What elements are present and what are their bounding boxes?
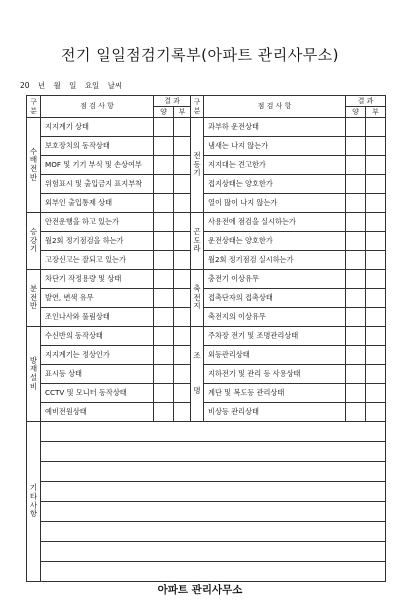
header-result-right: 결 과 (346, 96, 386, 107)
result-pass-cell[interactable] (346, 213, 366, 232)
result-pass-cell[interactable] (346, 327, 366, 346)
check-item-left: 보호장치의 동작상태 (41, 137, 154, 156)
table-row (27, 175, 386, 194)
document-title: 전기 일일점검기록부(아파트 관리사무소) (60, 46, 340, 64)
result-pass-cell[interactable] (346, 118, 366, 137)
table-row (27, 270, 386, 289)
result-pass-cell[interactable] (346, 137, 366, 156)
table-row (27, 156, 386, 175)
table-row (27, 346, 386, 365)
check-item-left: 고장신고는 잘되고 있는가 (41, 251, 154, 270)
misc-note-line[interactable] (41, 442, 386, 462)
table-row (27, 232, 386, 251)
result-fail-cell[interactable] (366, 251, 386, 270)
header-check-items-right: 점 검 사 항 (204, 96, 346, 118)
header-fail-left: 부 (174, 107, 191, 118)
result-pass-cell[interactable] (346, 251, 366, 270)
check-item-left: 차단기 작정용량 및 상태 (41, 270, 154, 289)
result-fail-cell[interactable] (174, 365, 191, 384)
category-left-2: 승 강 기 (27, 213, 41, 270)
check-item-left: 발연, 변색 유무 (41, 289, 154, 308)
check-item-left: 조인나사와 풀림상태 (41, 308, 154, 327)
table-row (27, 308, 386, 327)
check-item-left: 안전운행을 하고 있는가 (41, 213, 154, 232)
check-item-right: 월2회 정기점검 실시하는가 (204, 251, 346, 270)
check-item-right: 외등관리상태 (204, 346, 346, 365)
category-right-4: 조 명 (191, 327, 204, 422)
result-fail-cell[interactable] (366, 270, 386, 289)
result-pass-cell[interactable] (154, 175, 174, 194)
result-fail-cell[interactable] (174, 270, 191, 289)
result-pass-cell[interactable] (154, 403, 174, 422)
misc-row (27, 542, 386, 562)
result-fail-cell[interactable] (174, 346, 191, 365)
misc-note-line[interactable] (41, 422, 386, 442)
check-item-left: 월2회 정기점검을 하는가 (41, 232, 154, 251)
result-pass-cell[interactable] (346, 232, 366, 251)
table-row (27, 327, 386, 346)
header-category-left: 구 분 (27, 96, 41, 118)
check-item-right: 계단 및 복도등 관리상태 (204, 384, 346, 403)
result-pass-cell[interactable] (346, 365, 366, 384)
result-pass-cell[interactable] (346, 403, 366, 422)
table-row (27, 137, 386, 156)
check-item-right: 접지상태는 양호한가 (204, 175, 346, 194)
check-item-right: 지지대는 견고한가 (204, 156, 346, 175)
table-row (27, 251, 386, 270)
misc-note-line[interactable] (41, 562, 386, 582)
check-item-left: 외부인 출입통제 상태 (41, 194, 154, 213)
result-fail-cell[interactable] (174, 327, 191, 346)
misc-row (27, 422, 386, 442)
result-fail-cell[interactable] (366, 194, 386, 213)
result-fail-cell[interactable] (174, 156, 191, 175)
result-fail-cell[interactable] (174, 175, 191, 194)
result-pass-cell[interactable] (154, 384, 174, 403)
result-pass-cell[interactable] (154, 327, 174, 346)
inspection-table (26, 95, 386, 582)
result-pass-cell[interactable] (154, 118, 174, 137)
result-pass-cell[interactable] (154, 346, 174, 365)
table-row (27, 403, 386, 422)
table-row (27, 194, 386, 213)
header-row-1 (27, 96, 386, 107)
result-fail-cell[interactable] (366, 327, 386, 346)
table-row (27, 384, 386, 403)
misc-note-line[interactable] (41, 522, 386, 542)
category-right-1: 전 동 기 (191, 118, 204, 213)
result-fail-cell[interactable] (174, 213, 191, 232)
result-fail-cell[interactable] (174, 194, 191, 213)
header-check-items-left: 점 검 사 항 (41, 96, 154, 118)
misc-note-line[interactable] (41, 502, 386, 522)
footer-office-name: 아파트 관리사무소 (157, 584, 243, 596)
check-item-right: 충전기 이상유무 (204, 270, 346, 289)
result-fail-cell[interactable] (366, 346, 386, 365)
result-fail-cell[interactable] (174, 232, 191, 251)
check-item-right: 과부하 운전상태 (204, 118, 346, 137)
check-item-right: 접촉단자의 접촉상태 (204, 289, 346, 308)
check-item-right: 열이 많이 나지 않는가 (204, 194, 346, 213)
result-fail-cell[interactable] (174, 137, 191, 156)
result-fail-cell[interactable] (366, 308, 386, 327)
check-item-left: MOF 및 기기 부식 및 손상여부 (41, 156, 154, 175)
result-fail-cell[interactable] (366, 365, 386, 384)
result-fail-cell[interactable] (366, 232, 386, 251)
check-item-left: 지지계기는 정상인가 (41, 346, 154, 365)
result-pass-cell[interactable] (154, 289, 174, 308)
result-pass-cell[interactable] (346, 175, 366, 194)
result-pass-cell[interactable] (154, 137, 174, 156)
table-row (27, 213, 386, 232)
result-pass-cell[interactable] (154, 232, 174, 251)
result-pass-cell[interactable] (346, 289, 366, 308)
table-row (27, 118, 386, 137)
result-pass-cell[interactable] (346, 270, 366, 289)
check-item-right: 축전지의 이상유무 (204, 308, 346, 327)
result-pass-cell[interactable] (154, 194, 174, 213)
result-pass-cell[interactable] (154, 308, 174, 327)
check-item-right: 냄새는 나지 않는가 (204, 137, 346, 156)
header-pass-right: 양 (346, 107, 366, 118)
inspection-table-body (27, 96, 386, 582)
result-pass-cell[interactable] (346, 156, 366, 175)
result-pass-cell[interactable] (346, 308, 366, 327)
check-item-left: 예비전원상태 (41, 403, 154, 422)
result-pass-cell[interactable] (346, 384, 366, 403)
misc-row (27, 442, 386, 462)
check-item-left: CCTV 및 모니터 동작상태 (41, 384, 154, 403)
check-item-left: 위험표시 및 출입금지 표지부착 (41, 175, 154, 194)
header-fail-right: 부 (366, 107, 386, 118)
misc-note-line[interactable] (41, 482, 386, 502)
result-fail-cell[interactable] (366, 156, 386, 175)
check-item-right: 주차장 전기 및 조명관리상태 (204, 327, 346, 346)
misc-note-line[interactable] (41, 542, 386, 562)
result-pass-cell[interactable] (346, 194, 366, 213)
result-fail-cell[interactable] (366, 289, 386, 308)
category-left-3: 분 전 반 (27, 270, 41, 327)
check-item-right: 운전상태는 양호한가 (204, 232, 346, 251)
result-pass-cell[interactable] (154, 156, 174, 175)
result-fail-cell[interactable] (174, 403, 191, 422)
result-fail-cell[interactable] (366, 118, 386, 137)
result-pass-cell[interactable] (154, 251, 174, 270)
misc-row (27, 502, 386, 522)
result-fail-cell[interactable] (174, 251, 191, 270)
category-right-2: 곤 도 라 (191, 213, 204, 270)
misc-note-line[interactable] (41, 462, 386, 482)
result-fail-cell[interactable] (366, 175, 386, 194)
check-item-right: 사용전에 점검을 실시하는가 (204, 213, 346, 232)
header-pass-left: 양 (154, 107, 174, 118)
check-item-right: 지하전기 및 관리 등 사용상태 (204, 365, 346, 384)
header-category-right: 구 분 (191, 96, 204, 118)
date-weather-line: 20 년 월 일 요일 날씨 (20, 81, 123, 90)
category-right-3: 축 전 지 (191, 270, 204, 327)
misc-row (27, 482, 386, 502)
result-fail-cell[interactable] (174, 384, 191, 403)
check-item-left: 표시등 상태 (41, 365, 154, 384)
result-fail-cell[interactable] (174, 308, 191, 327)
category-left-4: 방 재 설 비 (27, 327, 41, 422)
result-fail-cell[interactable] (174, 118, 191, 137)
check-item-left: 지지계기 상태 (41, 118, 154, 137)
result-fail-cell[interactable] (366, 384, 386, 403)
category-misc: 기 타 사 항 (27, 422, 41, 582)
misc-row (27, 462, 386, 482)
result-pass-cell[interactable] (154, 213, 174, 232)
result-pass-cell[interactable] (346, 346, 366, 365)
table-row (27, 289, 386, 308)
result-fail-cell[interactable] (366, 213, 386, 232)
header-result-left: 결 과 (154, 96, 191, 107)
result-pass-cell[interactable] (154, 270, 174, 289)
check-item-left: 수신반의 동작상태 (41, 327, 154, 346)
result-fail-cell[interactable] (174, 289, 191, 308)
table-row (27, 365, 386, 384)
result-pass-cell[interactable] (154, 365, 174, 384)
category-left-1: 수 배 전 반 (27, 118, 41, 213)
misc-row (27, 562, 386, 582)
check-item-right: 비상등 관리상태 (204, 403, 346, 422)
misc-row (27, 522, 386, 542)
result-fail-cell[interactable] (366, 137, 386, 156)
result-fail-cell[interactable] (366, 403, 386, 422)
